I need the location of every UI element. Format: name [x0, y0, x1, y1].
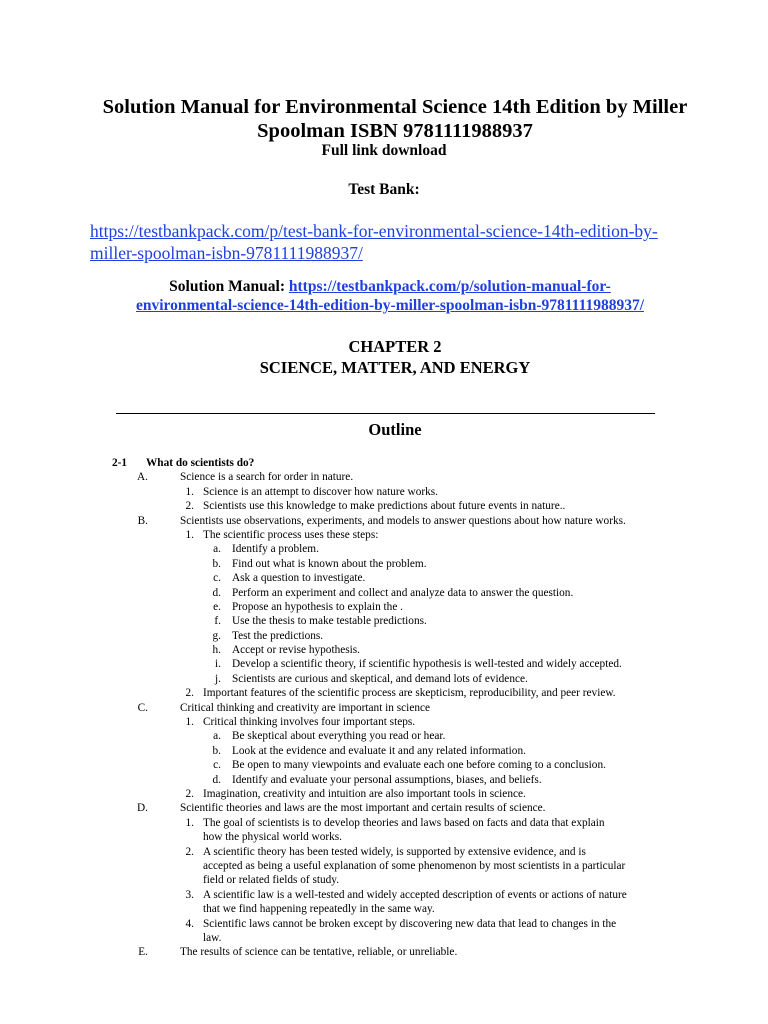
- outline-item-text: Be open to many viewpoints and evaluate each one before coming to a conclusion.: [232, 759, 606, 772]
- title-line-1: Solution Manual for Environmental Science 14th Edition by Miller: [102, 96, 688, 118]
- outline-item: [0, 629, 768, 643]
- outline-item: [0, 729, 768, 743]
- outline-item-text: Scientists use observations, experiments, and models to answer questions about how nature works.: [180, 514, 626, 527]
- outline-item-label: f.: [214, 615, 221, 628]
- test-bank-url-line-1[interactable]: https://testbankpack.com/p/test-bank-for-environmental-science-14th-edition-by-: [90, 221, 658, 241]
- outline-item-text: Accept or revise hypothesis.: [232, 644, 360, 657]
- outline-item-text: Identify a problem.: [232, 543, 319, 556]
- outline-item-text: how the physical world works.: [203, 831, 342, 844]
- outline-item: [0, 801, 768, 815]
- document-title: [60, 95, 730, 143]
- outline-item: [0, 787, 768, 801]
- outline-item: [0, 672, 768, 686]
- outline-item-text: Science is a search for order in nature.: [180, 471, 354, 484]
- outline-item-text: Use the thesis to make testable predictions.: [232, 615, 427, 628]
- outline-item-label: 1.: [185, 528, 194, 541]
- outline-item-text: The results of science can be tentative, reliable, or unreliable.: [180, 946, 458, 959]
- outline-item: [0, 542, 768, 556]
- outline-item-label: 1.: [185, 716, 194, 729]
- solution-manual-link-line-2[interactable]: environmental-science-14th-edition-by-miller-spoolman-isbn-9781111988937/: [135, 297, 645, 314]
- outline-item-label: c.: [213, 572, 221, 585]
- outline-item: [0, 514, 768, 528]
- outline-item-label: 2-1: [112, 457, 128, 469]
- outline-item-label: 2.: [185, 787, 194, 800]
- outline-item-label: b.: [212, 557, 221, 570]
- outline-item-label: 1.: [185, 485, 194, 498]
- outline-item: [0, 873, 768, 887]
- outline-item-label: A.: [137, 471, 148, 484]
- outline-item-label: 1.: [185, 816, 194, 829]
- outline-item-text: Scientists are curious and skeptical, and demand lots of evidence.: [232, 672, 528, 685]
- outline-item: [0, 917, 768, 931]
- outline-item: [0, 701, 768, 715]
- outline-heading: Outline: [368, 420, 422, 439]
- outline-item-text: field or related fields of study.: [203, 874, 340, 887]
- solution-manual-label: Solution Manual:: [169, 278, 289, 295]
- outline-item-label: i.: [215, 658, 221, 671]
- solution-manual-block: [100, 277, 680, 315]
- outline-item-text: Develop a scientific theory, if scientific hypothesis is well-tested and widely accepted.: [232, 658, 622, 671]
- outline-item-text: A scientific theory has been tested widely, is supported by extensive evidence, and is: [203, 845, 586, 858]
- chapter-number: CHAPTER 2: [348, 337, 442, 356]
- outline-item-text: law.: [203, 931, 222, 944]
- section-divider: [116, 413, 655, 414]
- outline-item-label: 3.: [185, 888, 194, 901]
- outline-item-text: Critical thinking and creativity are important in science: [180, 701, 431, 714]
- outline-item: [0, 557, 768, 571]
- outline-item-label: 2.: [185, 687, 194, 700]
- outline-item-text: The scientific process uses these steps:: [203, 528, 379, 541]
- outline-item-label: j.: [215, 672, 221, 685]
- outline-item-text: Find out what is known about the problem.: [232, 557, 427, 570]
- outline-item: [0, 485, 768, 499]
- outline-item: [0, 600, 768, 614]
- outline-item-label: B.: [137, 514, 148, 527]
- outline-item: [0, 744, 768, 758]
- outline-item: [0, 571, 768, 585]
- outline-item: [0, 945, 768, 959]
- outline-item-label: b.: [212, 744, 221, 757]
- outline-item-text: Be skeptical about everything you read or hear.: [232, 730, 446, 743]
- outline-item: [0, 830, 768, 844]
- outline-item-text: Critical thinking involves four important steps.: [203, 716, 416, 729]
- chapter-title: SCIENCE, MATTER, AND ENERGY: [259, 358, 531, 377]
- outline-item-text: Test the predictions.: [232, 629, 324, 642]
- outline-item: [0, 902, 768, 916]
- outline-item-label: e.: [213, 600, 221, 613]
- outline-item-text: Science is an attempt to discover how nature works.: [203, 485, 438, 498]
- outline-list: [0, 456, 768, 960]
- outline-item: [0, 586, 768, 600]
- full-link-heading: Full link download: [321, 142, 447, 159]
- outline-item: [0, 773, 768, 787]
- outline-item-label: 2.: [185, 845, 194, 858]
- outline-item: [0, 643, 768, 657]
- outline-item-text: A scientific law is a well-tested and widely accepted description of events or actions of nature: [203, 888, 627, 901]
- outline-item-label: h.: [212, 644, 221, 657]
- outline-item: [0, 715, 768, 729]
- outline-item: [0, 456, 768, 470]
- test-bank-link[interactable]: [90, 220, 690, 264]
- outline-item: [0, 931, 768, 945]
- outline-item-label: E.: [138, 946, 148, 959]
- outline-item-text: Scientists use this knowledge to make predictions about future events in nature..: [203, 500, 566, 513]
- outline-item-text: Identify and evaluate your personal assumptions, biases, and beliefs.: [232, 773, 542, 786]
- test-bank-heading: Test Bank:: [348, 181, 420, 198]
- outline-item-text: Look at the evidence and evaluate it and any related information.: [232, 744, 526, 757]
- outline-item-label: 4.: [185, 917, 194, 930]
- outline-item: [0, 888, 768, 902]
- outline-item-text: Imagination, creativity and intuition are also important tools in science.: [203, 787, 526, 800]
- outline-item: [0, 657, 768, 671]
- outline-item-text: Scientific laws cannot be broken except by discovering new data that lead to changes in the: [203, 917, 617, 930]
- outline-item-text: What do scientists do?: [146, 457, 255, 469]
- outline-item-text: The goal of scientists is to develop theories and laws based on facts and data that explain: [203, 816, 605, 829]
- outline-item-label: d.: [212, 773, 221, 786]
- outline-item-text: that we find happening repeatedly in the same way.: [203, 903, 435, 916]
- outline-item: [0, 758, 768, 772]
- outline-item-text: Perform an experiment and collect and analyze data to answer the question.: [232, 586, 574, 599]
- outline-item: [0, 845, 768, 859]
- outline-item-label: C.: [137, 701, 148, 714]
- outline-item-label: D.: [137, 802, 148, 815]
- outline-item-label: a.: [213, 543, 221, 556]
- outline-item: [0, 470, 768, 484]
- outline-item-text: Ask a question to investigate.: [232, 572, 366, 585]
- outline-item-text: Propose an hypothesis to explain the .: [232, 600, 403, 613]
- outline-item-label: g.: [212, 629, 221, 642]
- outline-item: [0, 859, 768, 873]
- outline-item: [0, 614, 768, 628]
- outline-item: [0, 816, 768, 830]
- test-bank-url-line-2[interactable]: miller-spoolman-isbn-9781111988937/: [90, 243, 363, 263]
- outline-item: [0, 499, 768, 513]
- outline-item: [0, 686, 768, 700]
- outline-item: [0, 528, 768, 542]
- outline-item-label: a.: [213, 730, 221, 743]
- outline-item-label: 2.: [185, 500, 194, 513]
- solution-manual-link-line-1[interactable]: https://testbankpack.com/p/solution-manual-for-: [288, 278, 611, 295]
- title-line-2: Spoolman ISBN 9781111988937: [257, 120, 533, 142]
- outline-item-text: Important features of the scientific process are skepticism, reproducibility, and peer review.: [203, 687, 616, 700]
- outline-item-label: d.: [212, 586, 221, 599]
- outline-item-label: c.: [213, 759, 221, 772]
- outline-item-text: Scientific theories and laws are the most important and certain results of science.: [180, 802, 546, 815]
- outline-item-text: accepted as being a useful explanation of some phenomenon by most scientists in a particular: [203, 859, 626, 872]
